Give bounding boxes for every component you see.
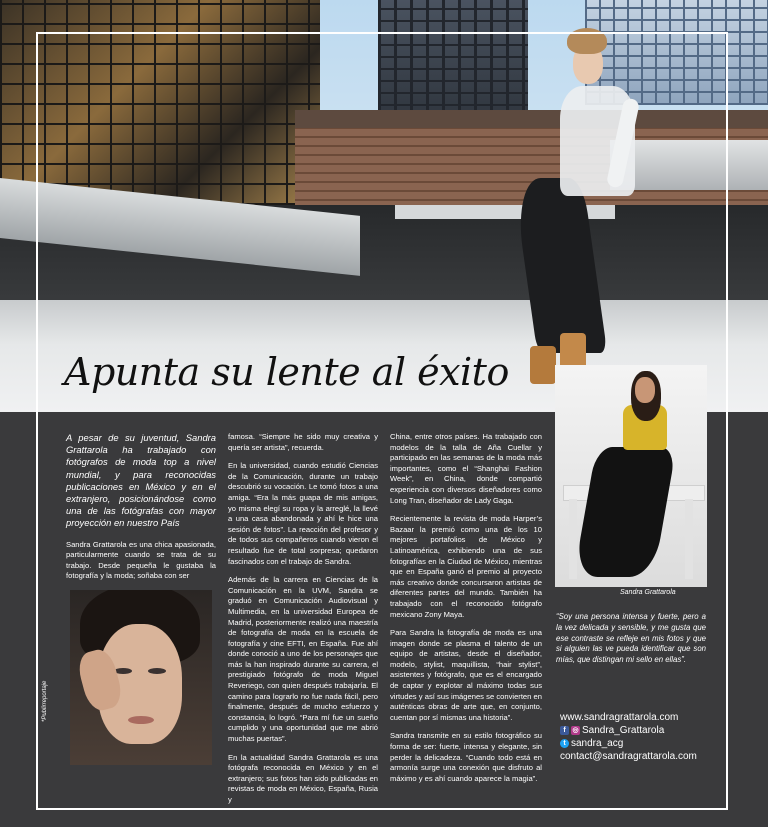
sandra-face xyxy=(635,377,655,403)
paragraph: En la actualidad Sandra Grattarola es una fotógrafa reconocida en México y en el extranjero; sus fotos han sido publicadas en revistas de moda en México, España, Rusia y xyxy=(228,752,378,804)
portrait-photo xyxy=(70,590,212,765)
paragraph: famosa. “Siempre he sido muy creativa y quería ser artista”, recuerda. xyxy=(228,432,378,452)
glass-building-left xyxy=(0,0,320,205)
paragraph: Sandra transmite en su estilo fotográfico su forma de ser: fuerte, intensa y elegante, sin perder la delicadeza. “Cuando todo está en armonía surge una conexión que disfruto al máximo y es ahí cuando aparece la magia”. xyxy=(390,731,542,783)
model-boot xyxy=(530,346,556,384)
photo-caption: Sandra Grattarola xyxy=(620,589,676,596)
email-text[interactable]: contact@sandragrattarola.com xyxy=(560,751,697,762)
twitter-row[interactable] xyxy=(560,737,720,750)
social-handle[interactable]: Sandra_Grattarola xyxy=(582,725,665,736)
pull-quote: “Soy una persona intensa y fuerte, pero a la vez delicada y sensible, y me gusta que ese contraste se refleje en mis fotos y que si alguien las ve pueda identificar que son mías, que distingan mi sello en ellas”. xyxy=(556,612,706,665)
text-column-3 xyxy=(390,432,542,792)
social-row[interactable] xyxy=(560,724,720,737)
model-figure xyxy=(505,28,645,388)
paragraph: En la universidad, cuando estudió Ciencias de la Comunicación, durante un trabajo descubrió su vocación. Le tomó fotos a una amiga. “Era la más guapa de mis amigas, yo misma elegí su ropa y la arreglé, la llevé a una casa abandonada y ahí le hice una sesión de fotos”. La reacción del profesor y de todos sus compañeros cuando vieron el resultado fue de total sorpresa; quedaron fascinados con el trabajo de Sandra. xyxy=(228,461,378,566)
sandra-photo xyxy=(555,365,707,587)
model-hair xyxy=(567,28,607,54)
portrait-eye xyxy=(148,668,166,674)
contact-block xyxy=(560,711,720,763)
paragraph: Recientemente la revista de moda Harper’s Bazaar la premió como una de los 10 mejores portafolios de México y Latinoamérica, exhibiendo una de sus fotografías en la Ciudad de México, mientras que en España ganó el premio al proyecto más creativo donde concursaron artistas de diferentes partes del mundo. También ha trabajado con el reconocido fotógrafo mexicano Zony Maya. xyxy=(390,514,542,619)
twitter-handle[interactable]: sandra_acg xyxy=(571,738,624,749)
bench-leg xyxy=(569,499,577,579)
website-text[interactable]: www.sandragrattarola.com xyxy=(560,712,679,723)
facebook-icon[interactable]: f xyxy=(560,726,569,735)
twitter-icon[interactable]: t xyxy=(560,739,569,748)
instagram-icon[interactable]: ◎ xyxy=(572,727,579,734)
bench-leg xyxy=(685,499,693,579)
paragraph: Sandra Grattarola es una chica apasionada, particularmente cuando se trata de su trabajo. Desde pequeña le gustaba la fotografía y la moda; soñaba con ser xyxy=(66,539,216,581)
paragraph: Además de la carrera en Ciencias de la Comunicación en la UVM, Sandra se graduó en Comunicación Audiovisual y Multimedia, en la universidad Europea de Madrid, posteriormente realizó una maestría de fotografía de moda en la escuela de fotografía y cine EFTI, en España. Fue ahí donde conoció a uno de los personajes que más la han inspirado durante su carrera, el prestigiado fotógrafo de moda Miguel Reveriego, con quien después trabajaría. El camino para lograrlo no fue nada fácil, pero finalmente, después de mucho esfuerzo y constancia, lo logró. “Para mí fue un sueño cumplido y una oportunidad que me abrió muchas puertas”. xyxy=(228,575,378,744)
text-column-1 xyxy=(66,432,216,590)
article-headline: Apunta su lente al éxito xyxy=(64,350,509,394)
paragraph: China, entre otros países. Ha trabajado con modelos de la talla de Aña Cuellar y participado en las semanas de la moda más importantes, como el “Shanghai Fashion Week”, en China, donde compartió experiencia con diversos diseñadores como Long Tran, diseñador de Lady Gaga. xyxy=(390,432,542,505)
model-pants xyxy=(513,178,608,353)
portrait-lips xyxy=(128,716,154,724)
article-intro: A pesar de su juventud, Sandra Grattarola ha trabajado con fotógrafos de moda top a nivel mundial, y para reconocidas publicaciones en México y en el extranjero, posicionándose como una de las fotógrafas con mayor proyección en nuestro País xyxy=(66,432,216,529)
publirreportaje-label: *Publirreportaje xyxy=(42,680,48,722)
email-link[interactable] xyxy=(560,750,720,763)
paragraph: Para Sandra la fotografía de moda es una imagen donde se plasma el talento de un equipo de artistas, desde el diseñador, modelo, stylist, maquillista, “hair stylist”, asistentes y fotógrafo, que es el encargado de captar y explotar al máximo todas sus virtudes y así sus imágenes se convierten en auténticas obras de arte que, en conjunto, cuentan por sí mismas una historia”. xyxy=(390,628,542,722)
text-column-2 xyxy=(228,432,378,814)
website-link[interactable] xyxy=(560,711,720,724)
